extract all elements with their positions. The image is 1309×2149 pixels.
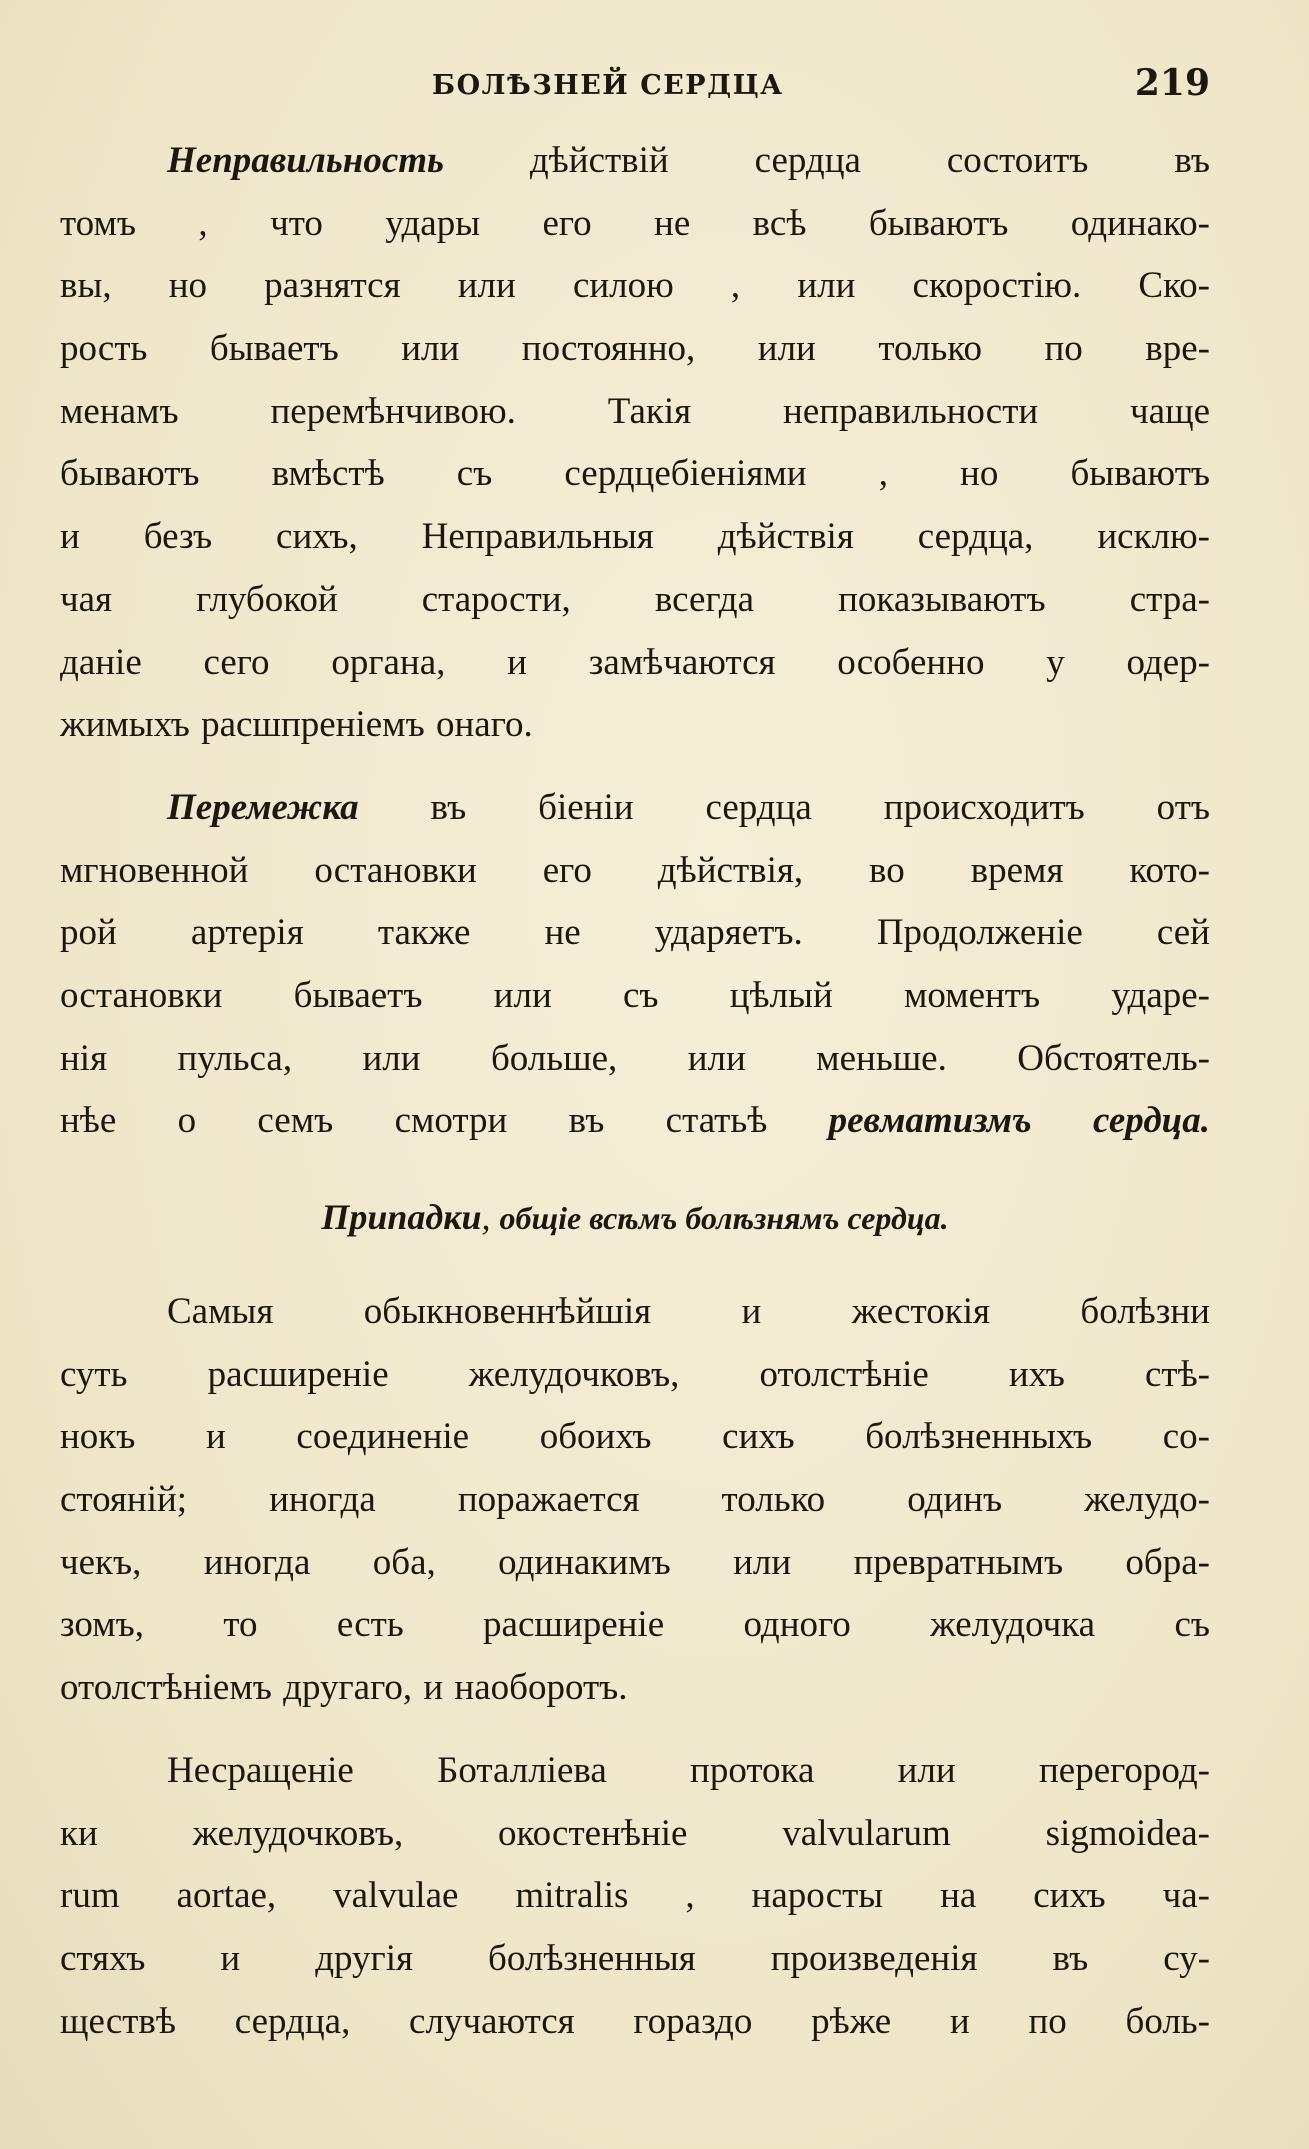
paragraph-common-diseases <box>60 1281 1210 1720</box>
text-line: мгновенной остановки его дѣйствія, во время кото- <box>60 849 1210 891</box>
page-body <box>60 130 1210 2053</box>
term-rheumatism: ревматизмъ сердца. <box>828 1100 1210 1142</box>
text-line: рой артерія также не ударяетъ. Продолженіе сей <box>60 912 1210 954</box>
section-subheading: Припадки, общіе всѣмъ болѣзнямъ сердца. <box>321 1197 949 1237</box>
text-line: Перемежка въ біеніи сердца происходитъ отъ <box>167 786 1210 828</box>
text-line: даніе сего органа, и замѣчаются особенно у одер- <box>60 641 1210 683</box>
paragraph-rare-conditions <box>60 1740 1210 2053</box>
text-line: чая глубокой старости, всегда показываютъ стра- <box>60 578 1210 620</box>
text-line: стяхъ и другія болѣзненныя произведенія въ су- <box>60 1937 1210 1979</box>
text-line: вы, но разнятся или силою , или скоростію. Ско- <box>60 265 1210 307</box>
text-line: суть расширеніе желудочковъ, отолстѣніе ихъ стѣ- <box>60 1353 1210 1395</box>
text-line: жимыхъ расшпреніемъ онаго. <box>60 704 533 746</box>
text-line: rum aortae, valvulae mitralis , наросты на сихъ ча- <box>60 1875 1210 1917</box>
text-line: бываютъ вмѣстѣ съ сердцебіеніями , но бываютъ <box>60 453 1210 495</box>
text-line: и безъ сихъ, Неправильныя дѣйствія сердца, исклю- <box>60 516 1210 558</box>
text-line: томъ , что удары его не всѣ бываютъ одинако- <box>60 202 1210 244</box>
text-line: зомъ, то есть расширеніе одного желудочка съ <box>60 1604 1210 1646</box>
running-head: БОЛѢЗНЕЙ СЕРДЦА <box>432 70 784 101</box>
text-line: нокъ и соединеніе обоихъ сихъ болѣзненныхъ со- <box>60 1416 1210 1458</box>
text-line: чекъ, иногда оба, одинакимъ или превратнымъ обра- <box>60 1541 1210 1583</box>
text-line: отолстѣніемъ другаго, и наоборотъ. <box>60 1667 628 1709</box>
text-line: ки желудочковъ, окостенѣніе valvularum sigmoidea- <box>60 1812 1210 1854</box>
text-line: остановки бываетъ или съ цѣлый моментъ ударе- <box>60 974 1210 1016</box>
page-header <box>60 62 1210 112</box>
text-line: стояній; иногда поражается только одинъ желудо- <box>60 1479 1210 1521</box>
text-line: Неправильность дѣйствій сердца состоитъ въ <box>167 140 1210 181</box>
term-intermission: Перемежка <box>167 786 359 828</box>
paragraph-irregularity <box>60 130 1210 757</box>
page-number: 219 <box>1134 62 1210 104</box>
text-line: нія пульса, или больше, или меньше. Обстоятель- <box>60 1037 1210 1079</box>
text-line: нѣе о семъ смотри въ статьѣ ревматизмъ сердца. <box>60 1100 1210 1142</box>
paragraph-intermission <box>60 777 1210 1153</box>
text-line: рость бываетъ или постоянно, или только по вре- <box>60 328 1210 370</box>
text-line: Самыя обыкновеннѣйшія и жестокія болѣзни <box>167 1291 1210 1332</box>
text-line: Несращеніе Боталліева протока или перегород- <box>167 1749 1210 1791</box>
text-line: ществѣ сердца, случаются гораздо рѣже и по боль- <box>60 2000 1210 2042</box>
text-line: менамъ перемѣнчивою. Такія неправильности чаще <box>60 390 1210 432</box>
term-irregularity: Неправильность <box>167 140 444 181</box>
